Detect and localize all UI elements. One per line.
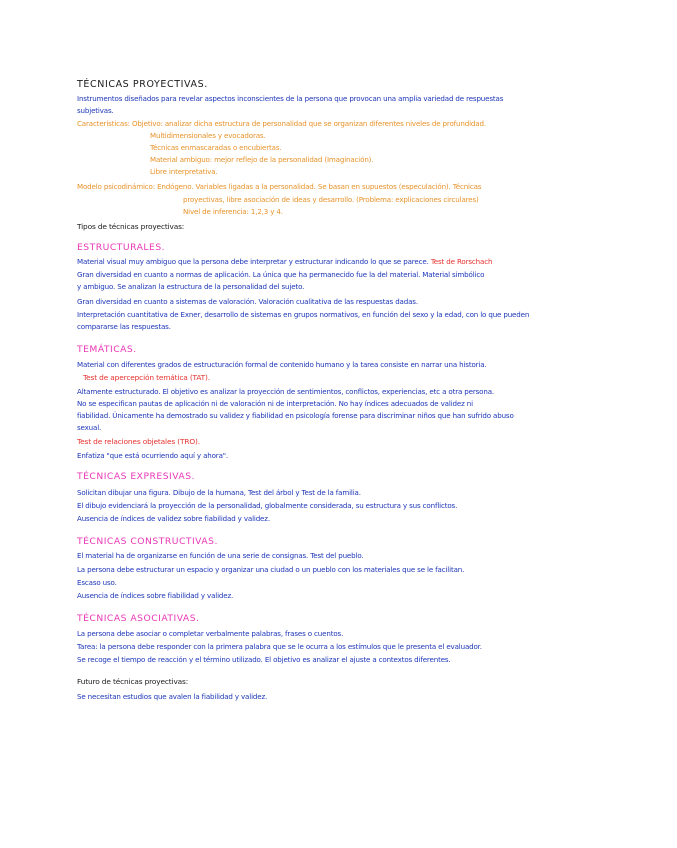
futuro-line: Se necesitan estudios que avalen la fiabilidad y validez. (77, 692, 268, 701)
constructivas-heading: TÉCNICAS CONSTRUCTIVAS. (77, 536, 218, 547)
estructurales-line-5: Interpretación cuantitativa de Exner, desarrollo de sistemas en grupos normativos, en función del sexo y la edad, con lo que pueden (77, 310, 530, 319)
tipos-heading: Tipos de técnicas proyectivas: (77, 222, 185, 231)
tematicas-line-4: fiabilidad. Únicamente ha demostrado su validez y fiabilidad en psicología forense para discriminar niños que han sufrido abuso (77, 411, 514, 420)
test-tat: Test de apercepción temática (TAT). (83, 373, 210, 382)
constructivas-line-4: Ausencia de índices sobre fiabilidad y validez. (77, 591, 234, 600)
caracteristicas-item-3: Material ambiguo: mejor reflejo de la personalidad (Imaginación). (150, 155, 374, 164)
asociativas-line-3: Se recoge el tiempo de reacción y el término utilizado. El objetivo es analizar el ajuste a contextos diferentes. (77, 655, 451, 664)
intro-line-1: Instrumentos diseñados para revelar aspectos inconscientes de la persona que provocan una amplia variedad de respuestas (77, 94, 504, 103)
expresivas-line-1: Solicitan dibujar una figura. Dibujo de la humana, Test del árbol y Test de la familia. (77, 488, 361, 497)
caracteristicas-item-4: Libre interpretativa. (150, 167, 218, 176)
futuro-heading: Futuro de técnicas proyectivas: (77, 677, 189, 686)
constructivas-line-2: La persona debe estructurar un espacio y organizar una ciudad o un pueblo con los materiales que se le facilitan. (77, 565, 465, 574)
estructurales-line-1-text: Material visual muy ambiguo que la persona debe interpretar y estructurar indicando lo que se parece. (77, 257, 429, 266)
expresivas-line-2: El dibujo evidenciará la proyección de la personalidad, globalmente considerada, su estructura y sus conflictos. (77, 501, 458, 510)
caracteristicas-item-1: Multidimensionales y evocadoras. (150, 131, 266, 140)
constructivas-line-1: El material ha de organizarse en función de una serie de consignas. Test del pueblo. (77, 551, 364, 560)
intro-line-2: subjetivas. (77, 106, 114, 115)
estructurales-line-2: Gran diversidad en cuanto a normas de aplicación. La única que ha permanecido fue la del material. Material simbólico (77, 270, 485, 279)
asociativas-heading: TÉCNICAS ASOCIATIVAS. (77, 613, 200, 624)
asociativas-line-2: Tarea: la persona debe responder con la primera palabra que se le ocurra a los estímulos que le presenta el evaluador. (77, 642, 482, 651)
constructivas-line-3: Escaso uso. (77, 578, 117, 587)
test-rorschach: Test de Rorschach (430, 257, 493, 266)
tematicas-line-3: No se especifican pautas de aplicación ni de valoración ni de interpretación. No hay índices adecuados de validez ni (77, 399, 473, 408)
caracteristicas-objetivo: Objetivo: analizar dicha estructura de personalidad que se organizan diferentes niveles de profundidad. (132, 119, 486, 128)
tematicas-line-1: Material con diferentes grados de estructuración formal de contenido humano y la tarea consiste en narrar una historia. (77, 360, 487, 369)
modelo-line (77, 182, 481, 191)
tematicas-line-5: sexual. (77, 423, 102, 432)
modelo-text-3: Nivel de inferencia: 1,2,3 y 4. (183, 207, 283, 216)
asociativas-line-1: La persona debe asociar o completar verbalmente palabras, frases o cuentos. (77, 629, 344, 638)
expresivas-line-3: Ausencia de índices de validez sobre fiabilidad y validez. (77, 514, 270, 523)
modelo-text-2: proyectivas, libre asociación de ideas y desarrollo. (Problema: explicaciones circulares) (183, 195, 479, 204)
caracteristicas-item-2: Técnicas enmascaradas o encubiertas. (150, 143, 282, 152)
tematicas-line-2: Altamente estructurado. El objetivo es analizar la proyección de sentimientos, conflictos, experiencias, etc a otra persona. (77, 387, 495, 396)
estructurales-line-6: compararse las respuestas. (77, 322, 171, 331)
expresivas-heading: TÉCNICAS EXPRESIVAS. (77, 471, 195, 482)
tematicas-line-6: Enfatiza "que está ocurriendo aquí y ahora". (77, 451, 228, 460)
tematicas-heading: TEMÁTICAS. (77, 344, 137, 355)
test-tro: Test de relaciones objetales (TRO). (77, 437, 200, 446)
page-title: TÉCNICAS PROYECTIVAS. (77, 79, 208, 90)
estructurales-line-4: Gran diversidad en cuanto a sistemas de valoración. Valoración cualitativa de las respuestas dadas. (77, 297, 418, 306)
estructurales-line-3: y ambiguo. Se analizan la estructura de la personalidad del sujeto. (77, 282, 305, 291)
estructurales-line-1 (77, 257, 492, 266)
caracteristicas-label: Características: (77, 119, 130, 128)
modelo-label: Modelo psicodinámico: (77, 182, 155, 191)
modelo-text-1: Endógeno. Variables ligadas a la personalidad. Se basan en supuestos (especulación). Técnicas (157, 182, 482, 191)
estructurales-heading: ESTRUCTURALES. (77, 242, 166, 253)
caracteristicas-line (77, 119, 486, 128)
